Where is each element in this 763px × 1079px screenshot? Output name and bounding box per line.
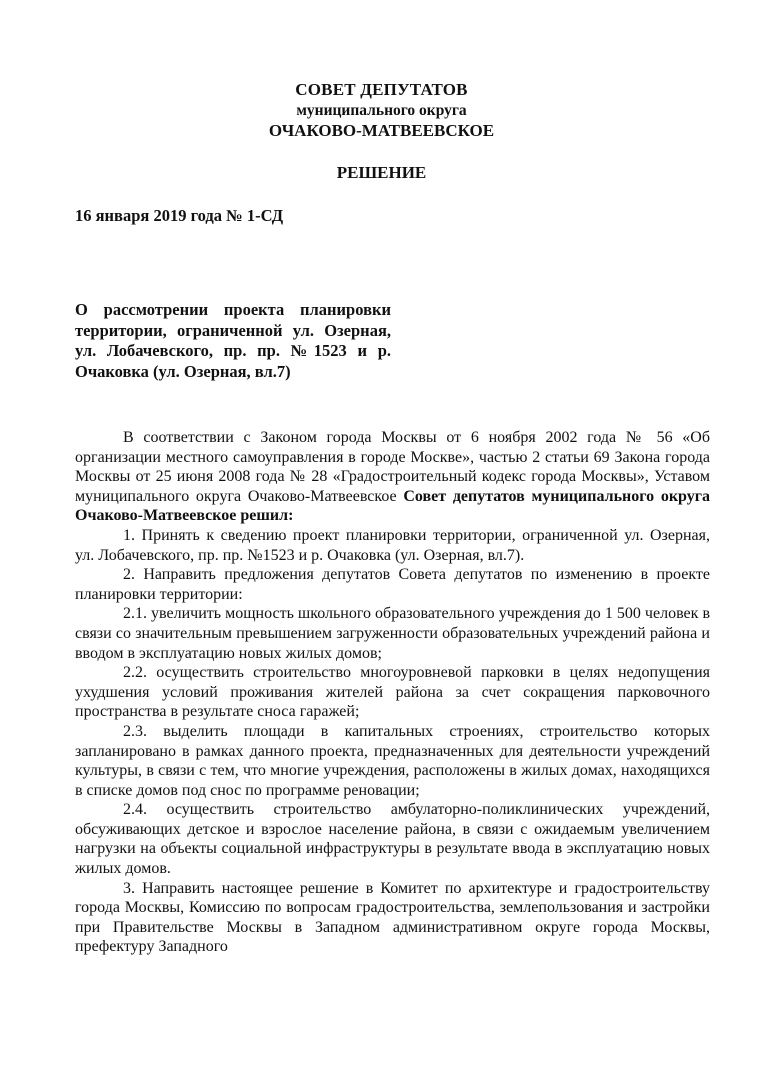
document-type: РЕШЕНИЕ <box>336 163 427 182</box>
district-type: муниципального округа <box>296 102 467 119</box>
intro-text: В соответствии с Законом города Москвы от 6 ноября 2002 года № 56 «Об организации местного самоуправления в городе Москве», частью 2 статьи 69 Закона города Москвы от 25 июня 2008 года № 28 «Градостроительный кодекс города Москвы», Уставом муниципального округа Очаково-Матвеевское <box>75 429 710 505</box>
paragraph-2-3: 2.3. выделить площади в капитальных строениях, строительство которых запланировано в рамках данного проекта, предназначенных для деятельности учреждений культуры, в связи с тем, что многие учреждения, расположены в жилых домах, находящихся в списке домов под снос по программе реновации; <box>75 722 710 799</box>
district-name: ОЧАКОВО-МАТВЕЕВСКОЕ <box>268 121 495 140</box>
paragraph-3: 3. Направить настоящее решение в Комитет по архитектуре и градостроительству города Москвы, Комиссию по вопросам градостроительства, землепользования и застройки при Правительстве Москвы в Западном административном округе города Москвы, префектуру Западного <box>75 879 710 956</box>
intro-paragraph <box>75 428 710 526</box>
paragraph-1: 1. Принять к сведению проект планировки территории, ограниченной ул. Озерная, ул. Лобачевского, пр. пр. №1523 и р. Очаковка (ул. Озерная, вл.7). <box>75 526 710 564</box>
paragraph-2: 2. Направить предложения депутатов Совета депутатов по изменению в проекте планировки территории: <box>75 566 710 603</box>
paragraph-2-4: 2.4. осуществить строительство амбулаторно-поликлинических учреждений, обсуживающих детское и взрослое население района, в связи с ожидаемым увеличением нагрузки на объекты социальной инфраструктуры в результате ввода в эксплуатацию новых жилых домов. <box>75 801 710 878</box>
paragraph-2-1: 2.1. увеличить мощность школьного образовательного учреждения до 1 500 человек в связи со значительным превышением загруженности образовательных учреждений района и вводом в эксплуатацию новых жилых домов; <box>75 605 710 662</box>
decision-date-number: 16 января 2019 года № 1-СД <box>75 206 284 225</box>
decision-body <box>75 428 710 957</box>
intro-resolution: Совет депутатов муниципального округа Очаково-Матвеевское решил: <box>75 487 710 525</box>
paragraph-2-2: 2.2. осуществить строительство многоуровневой парковки в целях недопущения ухудшения условий проживания жителей района за счет сокращения парковочного пространства в результате сноса гаражей; <box>75 664 710 721</box>
decision-subject: О рассмотрении проекта планировки территории, ограниченной ул. Озерная, ул. Лобачевского, пр. пр. №1523 и р. Очаковка (ул. Озерная, вл.7) <box>75 300 391 381</box>
council-title: СОВЕТ ДЕПУТАТОВ <box>295 80 468 99</box>
